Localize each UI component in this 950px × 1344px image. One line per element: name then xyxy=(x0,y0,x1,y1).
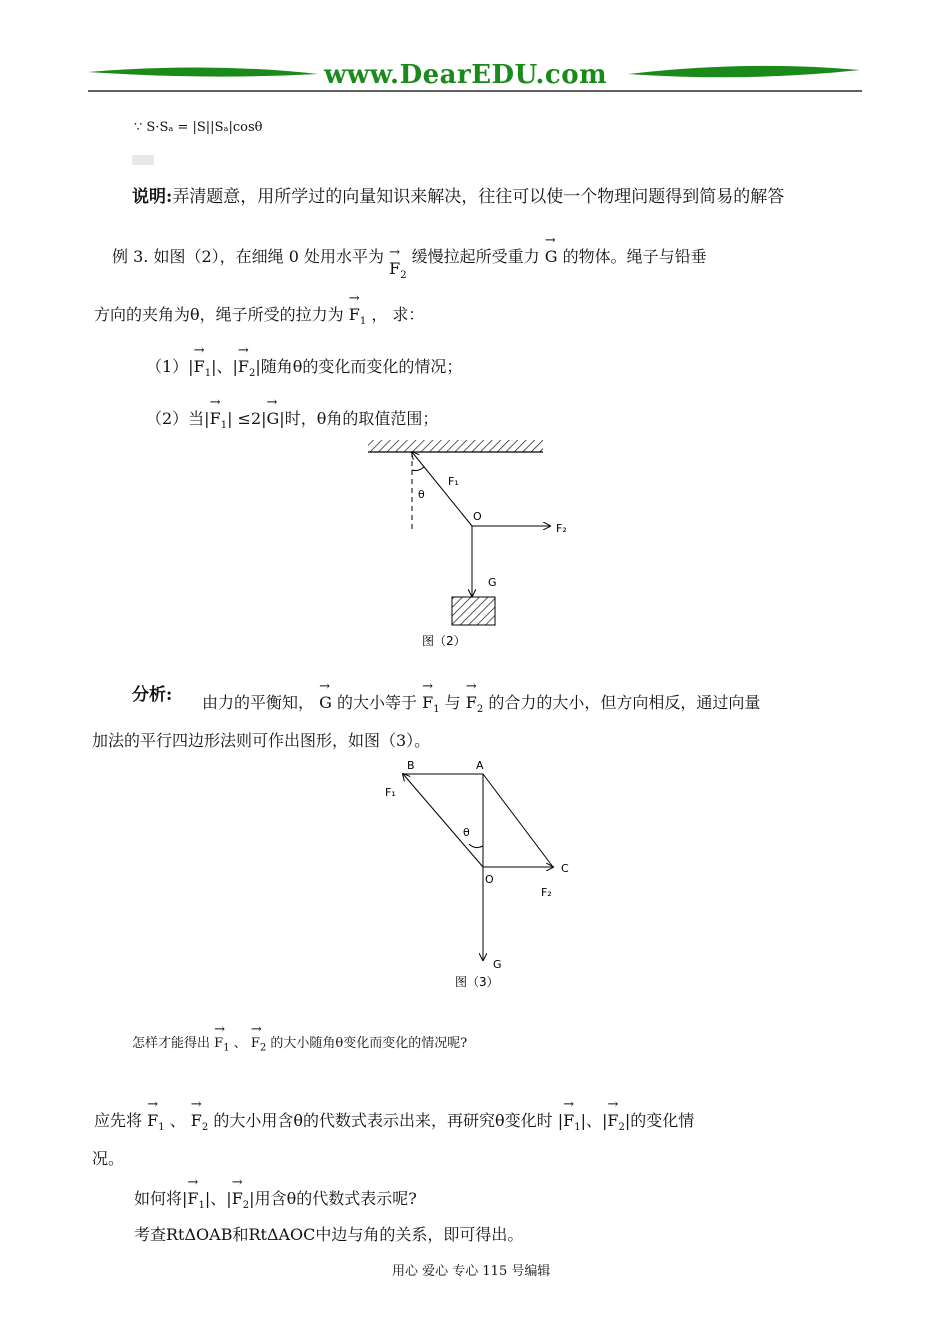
example-text: 例 3. 如图（2），在细绳 0 处用水平为 xyxy=(112,247,384,266)
fig2-label-F1: F₁ xyxy=(448,475,459,488)
fig2-label-theta: θ xyxy=(418,488,425,501)
vector-F1: → $F_1$ xyxy=(147,1109,164,1133)
example-text: 的物体。绳子与铅垂 xyxy=(562,247,707,266)
example-line-2 xyxy=(94,302,424,327)
page-footer: 用心 爱心 专心 115 号编辑 xyxy=(392,1264,551,1279)
fig3-label-O: O xyxy=(485,873,494,886)
vector-F2: → $F_2$ xyxy=(466,691,483,715)
vector-G: → G xyxy=(319,691,332,712)
fig3-label-A: A xyxy=(476,759,484,772)
vector-F2: → $F_2$ xyxy=(191,1109,208,1133)
vector-F2: → $F_2$ xyxy=(232,1187,249,1211)
figure-2 xyxy=(360,436,590,651)
vector-F2: → $F_2$ xyxy=(238,355,255,379)
vector-F1: → $F_1$ xyxy=(563,1109,580,1133)
answer-line-3: 如何将|→ $F_1|$、|→ $F_2|$用含θ的代数式表示呢? xyxy=(134,1186,417,1211)
header-logo-text: www.DearEDU.com xyxy=(324,60,608,90)
question-1: $(1)|\to F_1|$、|→ $F_2|$随角θ的变化而变化的情况； xyxy=(146,354,462,379)
analysis-line-2: 加法的平行四边形法则可作出图形，如图（3）。 xyxy=(92,731,431,750)
fig3-label-B: B xyxy=(407,759,415,772)
vector-F1: → $F_1$ xyxy=(422,691,439,715)
vector-F1: → $F_1$ xyxy=(349,303,366,327)
fig2-caption: 图（2） xyxy=(422,634,466,648)
analysis-line-1: 由力的平衡知， → G 的大小等于 → $F_1$ 与 → $F_2$ 的合力的大小，但方向相反，通过向量 xyxy=(202,690,760,715)
fig3-label-C: C xyxy=(561,862,569,875)
vector-G: → G xyxy=(267,407,280,428)
vector-F1: → $F_1$ xyxy=(187,1187,204,1211)
answer-line-2: 况。 xyxy=(92,1149,125,1168)
fig2-label-O: O xyxy=(473,510,482,523)
vector-F2: → $F_2$ xyxy=(607,1109,624,1133)
note-paragraph xyxy=(132,182,784,207)
formula-line: ∵ S·Sₐ = |S||Sₐ|cosθ xyxy=(134,120,263,135)
answer-line-1: 应先将 → $F_1$ 、 → $F_2$ 的大小用含θ的代数式表示出来，再研究θ变化时 |→ $F_1|$、|→ $F_2|$的变化情 xyxy=(94,1108,694,1133)
vector-F1: → $F_1$ xyxy=(210,407,227,431)
vector-G: → G xyxy=(545,245,558,266)
vector-F2: → $F_2$ xyxy=(389,257,406,281)
analysis-label: 分析: xyxy=(132,685,173,705)
example-text: 方向的夹角为θ，绳子所受的拉力为 xyxy=(94,305,344,324)
fig2-label-F2: F₂ xyxy=(556,522,567,535)
fig3-caption: 图（3） xyxy=(455,975,499,989)
fig3-label-F1: F₁ xyxy=(385,786,396,799)
example-text: ， 求： xyxy=(371,305,425,324)
note-label: 说明: xyxy=(132,187,173,207)
fig3-label-theta: θ xyxy=(463,826,470,839)
header-banner xyxy=(88,58,862,98)
example-line-1 xyxy=(112,244,707,282)
example-text: 缓慢拉起所受重力 xyxy=(411,247,540,266)
question-2: （2）当|→ $F_1| \le 2|\to G|$时，θ角的取值范围； xyxy=(146,406,438,431)
fig3-label-G: G xyxy=(493,958,502,971)
note-text: 弄清题意，用所学过的向量知识来解决，往往可以使一个物理问题得到简易的解答 xyxy=(172,187,785,207)
vector-F1: → $F_1$ xyxy=(214,1034,229,1054)
vector-F2: → $F_2$ xyxy=(251,1034,266,1054)
tiny-formula-image xyxy=(132,155,154,165)
question-small: 怎样才能得出 → $F_1$ 、 → $F_2$ 的大小随角θ变化而变化的情况呢? xyxy=(132,1032,467,1054)
vector-F1: → $F_1$ xyxy=(194,355,211,379)
figure-3 xyxy=(375,752,585,992)
fig2-label-G: G xyxy=(488,576,497,589)
answer-line-4: 考查RtΔOAB和RtΔAOC中边与角的关系，即可得出。 xyxy=(134,1225,524,1244)
fig3-label-F2: F₂ xyxy=(541,886,552,899)
